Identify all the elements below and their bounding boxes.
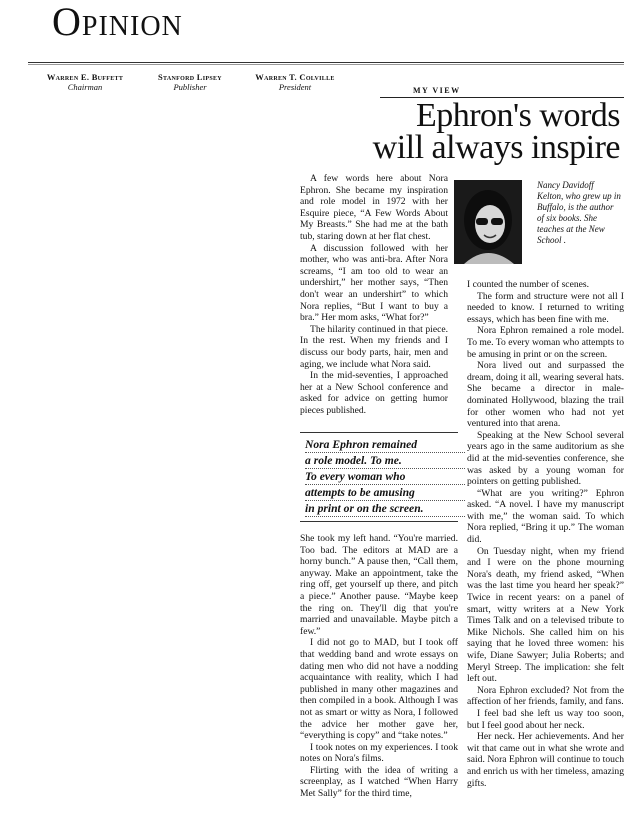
paragraph: The hilarity continued in that piece. In the rest. When my friends and I discuss our body parts, hair, men and aging, we include what Nora said.	[300, 323, 448, 370]
paragraph: I took notes on my experiences. I took notes on Nora's films.	[300, 741, 458, 765]
paragraph: She took my left hand. “You're married. Too bad. The editors at MAD are a horny bunch.” A pause then, “Call them, anyway. Make an appointment, take the ring off, get yourself up there, and pitch a piece.” Another pause. “Maybe keep the ring on. They'll dig that you're married and unavailable. Maybe pitch a few.”	[300, 533, 458, 637]
staff-publisher	[140, 72, 240, 92]
headline-line: Ephron's words	[415, 97, 620, 134]
paragraph: Flirting with the idea of writing a screenplay, as I watched “When Harry Met Sally” for the third time,	[300, 764, 458, 800]
headline-line: will always inspire	[372, 129, 620, 166]
staff-president	[240, 72, 350, 92]
body-column-1-bottom	[300, 533, 458, 800]
masthead-rule-thin	[28, 64, 624, 65]
paragraph: I did not go to MAD, but I took off that wedding band and wrote essays on dating men who did not have a nodding acquaintance with reality, which I had published in many other magazines and then compiled in a book. Although I was not as smart or witty as Nora, I followed the advice her mother gave her, “everything is copy” and “take notes.”	[300, 637, 458, 742]
pullquote-line: a role model. To me.	[305, 453, 465, 469]
paragraph: Nora lived out and surpassed the dream, doing it all, wearing several hats. She became a director in male-dominated Hollywood, blazing the trail for other women who had not yet ventured into that arena.	[467, 360, 624, 430]
pullquote-line: in print or on the screen.	[305, 501, 465, 517]
pullquote-rule-top	[300, 432, 458, 433]
headline	[300, 97, 620, 166]
staff-name: Warren T. Colville	[255, 72, 335, 82]
paragraph: In the mid-seventies, I approached her at a New School conference and asked for advice on getting humor pieces published.	[300, 370, 448, 416]
masthead-rule	[28, 62, 624, 63]
author-caption: Nancy Davidoff Kelton, who grew up in Buffalo, is the author of six books. She teaches at the New School .	[537, 180, 621, 245]
staff-chairman	[30, 72, 140, 92]
pullquote-line: Nora Ephron remained	[305, 437, 465, 453]
paragraph: “What are you writing?” Ephron asked. “A novel. I have my manuscript with me,” the woman said. To which Nora replied, “Bring it up.” The woman did.	[467, 487, 624, 546]
paragraph: Nora Ephron excluded? Not from the affection of her friends, family, and fans.	[467, 684, 624, 708]
pullquote-rule-bottom	[300, 521, 458, 522]
paragraph: I feel bad she left us way too soon, but I feel good about her neck.	[467, 707, 624, 731]
paragraph: The form and structure were not all I needed to know. I returned to writing essays, which has been fine with me.	[467, 290, 624, 325]
staff-role: Publisher	[173, 82, 207, 92]
staff-role: President	[278, 82, 312, 92]
pullquote	[305, 437, 465, 517]
author-photo-graphic	[454, 180, 522, 264]
pullquote-line: attempts to be amusing	[305, 485, 465, 501]
body-column-2	[467, 279, 624, 789]
paragraph: Nora Ephron remained a role model. To me. To every woman who attempts to be amusing in print or on the screen.	[467, 325, 624, 360]
staff-name: Stanford Lipsey	[158, 72, 222, 82]
paragraph: A discussion followed with her mother, who was anti-bra. After Nora screams, “I am too old to wear an undershirt,” her mother says, “Then don't wear an undershirt” to which Nora replies, “But I want to buy a bra.” Her mom asks, “What for?”	[300, 242, 448, 324]
paragraph: A few words here about Nora Ephron. She became my inspiration and role model in 1972 with her Esquire piece, “A Few Words About My Breasts.” She had me at the bath tub, staring down at her flat chest.	[300, 173, 448, 242]
paragraph: I counted the number of scenes.	[467, 279, 590, 290]
section-label: MY VIEW	[413, 86, 461, 95]
masthead-title: Opinion	[52, 0, 183, 44]
paragraph: Speaking at the New School several years ago in the same auditorium as she did at the mid-seventies conference, she was asked by a young woman for pointers on getting published.	[467, 429, 624, 488]
pullquote-line: To every woman who	[305, 469, 465, 485]
paragraph: On Tuesday night, when my friend and I were on the phone mourning Nora's death, my friend asked, “When was the last time you heard her speak?” Twice in recent years: on a panel of smart, witty writers at a New York Times Talk and on a televised tribute to Mike Nichols. She called him on his saying that he loved three women: his wife, Diane Sawyer; Julia Roberts; and Meryl Streep. The implication: she felt left out.	[467, 545, 624, 685]
staff-name: Warren E. Buffett	[46, 72, 124, 82]
paragraph: Her neck. Her achievements. And her wit that came out in what she wrote and said. Nora Ephron will continue to touch and enrich us with her timeless, amazing gifts.	[467, 731, 624, 789]
body-column-1-top	[300, 173, 448, 416]
author-photo	[454, 180, 522, 264]
staff-role: Chairman	[67, 82, 103, 92]
